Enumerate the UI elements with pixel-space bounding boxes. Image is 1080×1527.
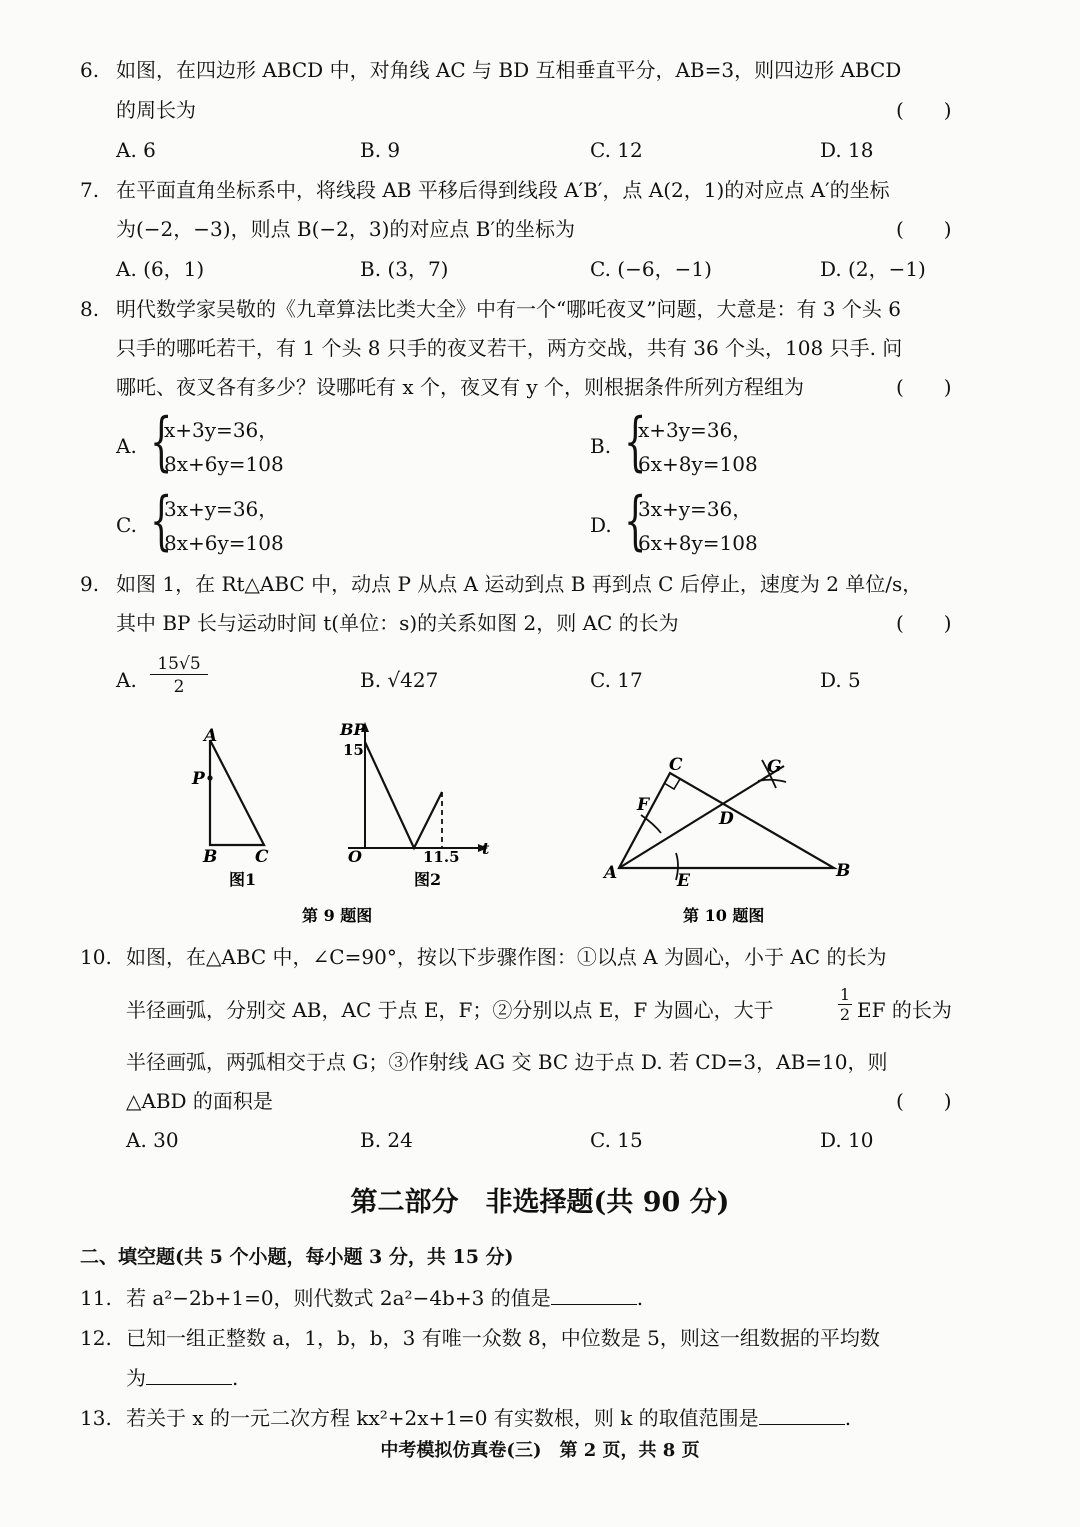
fig1-label-b: B (203, 847, 218, 867)
q11-end: . (636, 1286, 644, 1310)
q8-option-a-eq1: x+3y=36， (164, 418, 279, 442)
q6-option-b[interactable]: B. 9 (360, 138, 401, 162)
fig10-label-b: B (836, 861, 851, 881)
q13-number: 13. (80, 1406, 112, 1430)
q8-option-d-eq1: 3x+y=36， (638, 497, 753, 521)
q8-stem-line2: 只手的哪吒若干，有 1 个头 8 只手的夜叉若干，两方交战，共有 36 个头，108 只手. 问 (116, 336, 903, 360)
figures-area (0, 710, 1080, 940)
fig2-caption: 图2 (414, 870, 442, 889)
fig2-y-tick: 15 (343, 741, 364, 759)
q9-option-d[interactable]: D. 5 (820, 668, 861, 692)
q7-option-a[interactable]: A. (6，1) (116, 257, 205, 281)
q13-line (126, 1404, 851, 1432)
part2-title: 第二部分 非选择题(共 90 分) (350, 1187, 730, 1218)
fig2-x-axis-label: t (482, 839, 490, 858)
q6-option-c[interactable]: C. 12 (590, 138, 643, 162)
q8-option-c-eq2: 8x+6y=108 (164, 531, 284, 555)
q6-number: 6. (80, 58, 100, 82)
q8-number: 8. (80, 297, 100, 321)
q12-number: 12. (80, 1326, 112, 1350)
q6-answer-paren: ( ) (896, 98, 952, 122)
q10-option-c[interactable]: C. 15 (590, 1128, 643, 1152)
q6-option-a[interactable]: A. 6 (116, 138, 156, 162)
fig10-label-f: F (637, 795, 650, 815)
fig1-label-a: A (204, 726, 218, 746)
q13-text: 若关于 x 的一元二次方程 kx²+2x+1=0 有实数根，则 k 的取值范围是 (126, 1406, 759, 1430)
q8-option-a-eq2: 8x+6y=108 (164, 452, 284, 476)
q9-option-a-label: A. (116, 668, 137, 692)
fig2-axes (348, 728, 482, 848)
q12-stem-line1: 已知一组正整数 a，1，b，b，3 有唯一众数 8，中位数是 5，则这一组数据的平均数 (126, 1326, 880, 1350)
q9-option-b[interactable]: B. √427 (360, 668, 439, 692)
fig10-label-a: A (604, 863, 618, 883)
fig1-caption: 图1 (229, 870, 257, 889)
q10-number: 10. (80, 945, 112, 969)
fig1-triangle (210, 740, 264, 845)
fig2-y-axis-label: BP (340, 720, 366, 739)
arc-f-icon (641, 815, 661, 833)
q10-option-a[interactable]: A. 30 (126, 1128, 179, 1152)
q8-option-b-eq1: x+3y=36， (638, 418, 753, 442)
q9-answer-paren: ( ) (896, 611, 952, 635)
q6-option-d[interactable]: D. 18 (820, 138, 874, 162)
q7-stem-line1: 在平面直角坐标系中，将线段 AB 平移后得到线段 A′B′，点 A(2，1)的对应点 A′的坐标 (116, 178, 890, 202)
q8-option-d-label: D. (590, 513, 612, 537)
left-brace-icon: { (150, 484, 173, 558)
q8-option-c-eq1: 3x+y=36， (164, 497, 279, 521)
q9-stem-line1: 如图 1，在 Rt△ABC 中，动点 P 从点 A 运动到点 B 再到点 C 后停止，速度为 2 单位/s， (116, 572, 923, 596)
fig1-point-p (207, 775, 212, 780)
q10-option-d[interactable]: D. 10 (820, 1128, 874, 1152)
fig1-label-c: C (255, 847, 269, 867)
q12-answer-blank[interactable] (146, 1364, 232, 1385)
q6-stem-line2: 的周长为 (116, 98, 196, 122)
q8-option-b-eq2: 6x+8y=108 (638, 452, 758, 476)
q7-option-d[interactable]: D. (2，−1) (820, 257, 926, 281)
q8-option-c-label: C. (116, 513, 137, 537)
fig2-graph-line (365, 742, 442, 848)
fig2-origin: O (348, 847, 362, 866)
q12-text-line2: 为 (126, 1366, 146, 1390)
q10-answer-paren: ( ) (896, 1089, 952, 1113)
q8-answer-paren: ( ) (896, 375, 952, 399)
q10-stem-line3: 半径画弧，两弧相交于点 G；③作射线 AG 交 BC 边于点 D. 若 CD=3，AB=10，则 (126, 1050, 888, 1074)
q12-end: . (232, 1366, 239, 1390)
q13-end: . (844, 1406, 852, 1430)
page-footer: 中考模拟仿真卷(三) 第 2 页，共 8 页 (380, 1440, 700, 1461)
q11-answer-blank[interactable] (551, 1284, 637, 1305)
left-brace-icon: { (624, 405, 647, 479)
q10-stem-line2b: EF 的长为 (857, 998, 952, 1022)
q8-option-a-label: A. (116, 434, 137, 458)
q11-number: 11. (80, 1286, 112, 1310)
q8-stem-line1: 明代数学家吴敬的《九章算法比类大全》中有一个“哪吒夜叉”问题，大意是：有 3 个头 6 (116, 297, 901, 321)
fig10-label-g: G (767, 757, 782, 777)
q9-number: 9. (80, 572, 100, 596)
q10-frac-denominator: 2 (839, 1005, 851, 1024)
q7-option-b[interactable]: B. (3，7) (360, 257, 449, 281)
q9-stem-line2: 其中 BP 长与运动时间 t(单位：s)的关系如图 2，则 AC 的长为 (116, 611, 679, 635)
left-brace-icon: { (624, 484, 647, 558)
q9-option-a-denominator: 2 (173, 677, 185, 697)
q11-line (126, 1284, 643, 1312)
q8-stem-line3: 哪吒、夜叉各有多少？设哪吒有 x 个，夜叉有 y 个，则根据条件所列方程组为 (116, 375, 805, 399)
q11-text: 若 a²−2b+1=0，则代数式 2a²−4b+3 的值是 (126, 1286, 551, 1310)
q7-number: 7. (80, 178, 100, 202)
q10-option-b[interactable]: B. 24 (360, 1128, 413, 1152)
q12-line2 (126, 1364, 238, 1392)
q7-answer-paren: ( ) (896, 217, 952, 241)
fig10-label-c: C (669, 755, 683, 775)
q10-stem-line1: 如图，在△ABC 中，∠C=90°，按以下步骤作图：①以点 A 为圆心，小于 AC 的长为 (126, 945, 887, 969)
q9-option-a-numerator: 15√5 (150, 654, 208, 675)
q10-stem-line4: △ABD 的面积是 (126, 1089, 273, 1113)
left-brace-icon: { (150, 405, 173, 479)
q8-option-b-label: B. (590, 434, 612, 458)
fig10-label-d: D (719, 809, 734, 829)
fig9-caption: 第 9 题图 (302, 906, 373, 925)
q7-option-c[interactable]: C. (−6，−1) (590, 257, 712, 281)
fig1-label-p: P (192, 769, 205, 789)
q9-option-c[interactable]: C. 17 (590, 668, 643, 692)
q10-frac-numerator: 1 (839, 985, 851, 1004)
fig10-label-e: E (677, 871, 690, 891)
q13-answer-blank[interactable] (759, 1404, 845, 1425)
q7-stem-line2: 为(−2，−3)，则点 B(−2，3)的对应点 B′的坐标为 (116, 217, 576, 241)
q10-stem-line2a: 半径画弧，分别交 AB，AC 于点 E，F；②分别以点 E，F 为圆心，大于 (126, 998, 774, 1022)
section-fill-blank-heading: 二、填空题(共 5 个小题，每小题 3 分，共 15 分) (80, 1246, 514, 1268)
q8-option-d-eq2: 6x+8y=108 (638, 531, 758, 555)
fig2-x-tick: 11.5 (423, 848, 460, 866)
fig10-caption: 第 10 题图 (683, 906, 765, 925)
q6-stem-line1: 如图，在四边形 ABCD 中，对角线 AC 与 BD 互相垂直平分，AB=3，则四边形 ABCD (116, 58, 902, 82)
